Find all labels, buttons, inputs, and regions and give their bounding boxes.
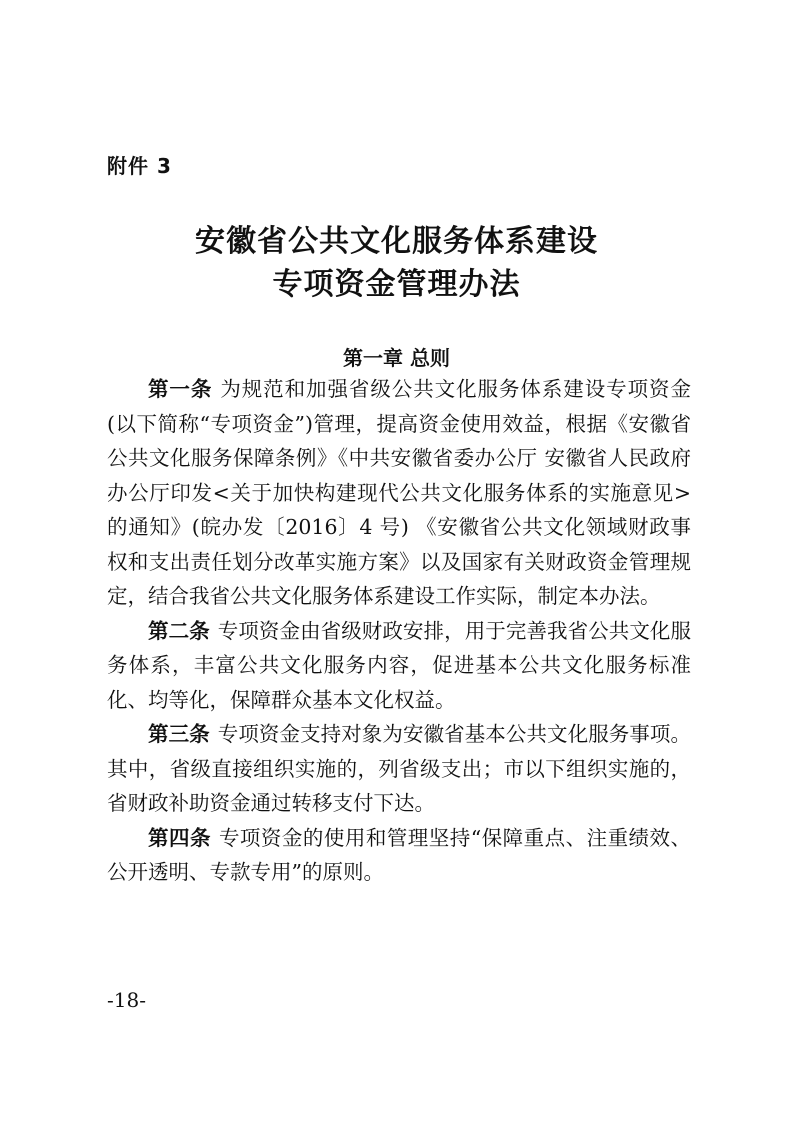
article-2-text: 专项资金由省级财政安排，用于完善我省公共文化服务体系，丰富公共文化服务内容，促进基本公共文化服务标准化、均等化，保障群众基本文化权益。 (107, 618, 692, 712)
article-1 (107, 372, 691, 614)
article-3-text: 专项资金支持对象为安徽省基本公共文化服务事项。其中，省级直接组织实施的，列省级支出；市以下组织实施的，省财政补助资金通过转移支付下达。 (107, 722, 692, 815)
document-body (107, 372, 691, 890)
article-2-label: 第二条 (148, 618, 210, 643)
article-3 (107, 717, 691, 821)
page-number: -18- (107, 988, 146, 1012)
article-3-label: 第三条 (148, 722, 210, 746)
document-title-line-1: 安徽省公共文化服务体系建设 (195, 224, 598, 259)
article-4-label: 第四条 (148, 825, 211, 850)
article-4 (107, 821, 691, 890)
attachment-label: 附件 3 (107, 154, 172, 178)
article-1-label: 第一条 (148, 377, 213, 401)
article-1-text: 为规范和加强省级公共文化服务体系建设专项资金(以下简称“专项资金”)管理，提高资金使用效益，根据《安徽省公共文化服务保障条例》《中共安徽省委办公厅 安徽省人民政府办公厅印发<关于加快构建现代公共文化服务体系的实施意见>的通知》(皖办发〔2016〕4 号) 《安徽省公共文化领域财政事权和支出责任划分改革实施方案》以及国家有关财政资金管理规定，结合我省公共文化服务体系建设工作实际，制定本办法。 (107, 377, 691, 608)
article-4-text: 专项资金的使用和管理坚持“保障重点、注重绩效、公开透明、专款专用”的原则。 (107, 825, 692, 884)
document-title (0, 220, 793, 306)
chapter-heading: 第一章 总则 (343, 346, 450, 370)
document-title-line-2: 专项资金管理办法 (272, 267, 521, 302)
article-2 (107, 614, 691, 718)
